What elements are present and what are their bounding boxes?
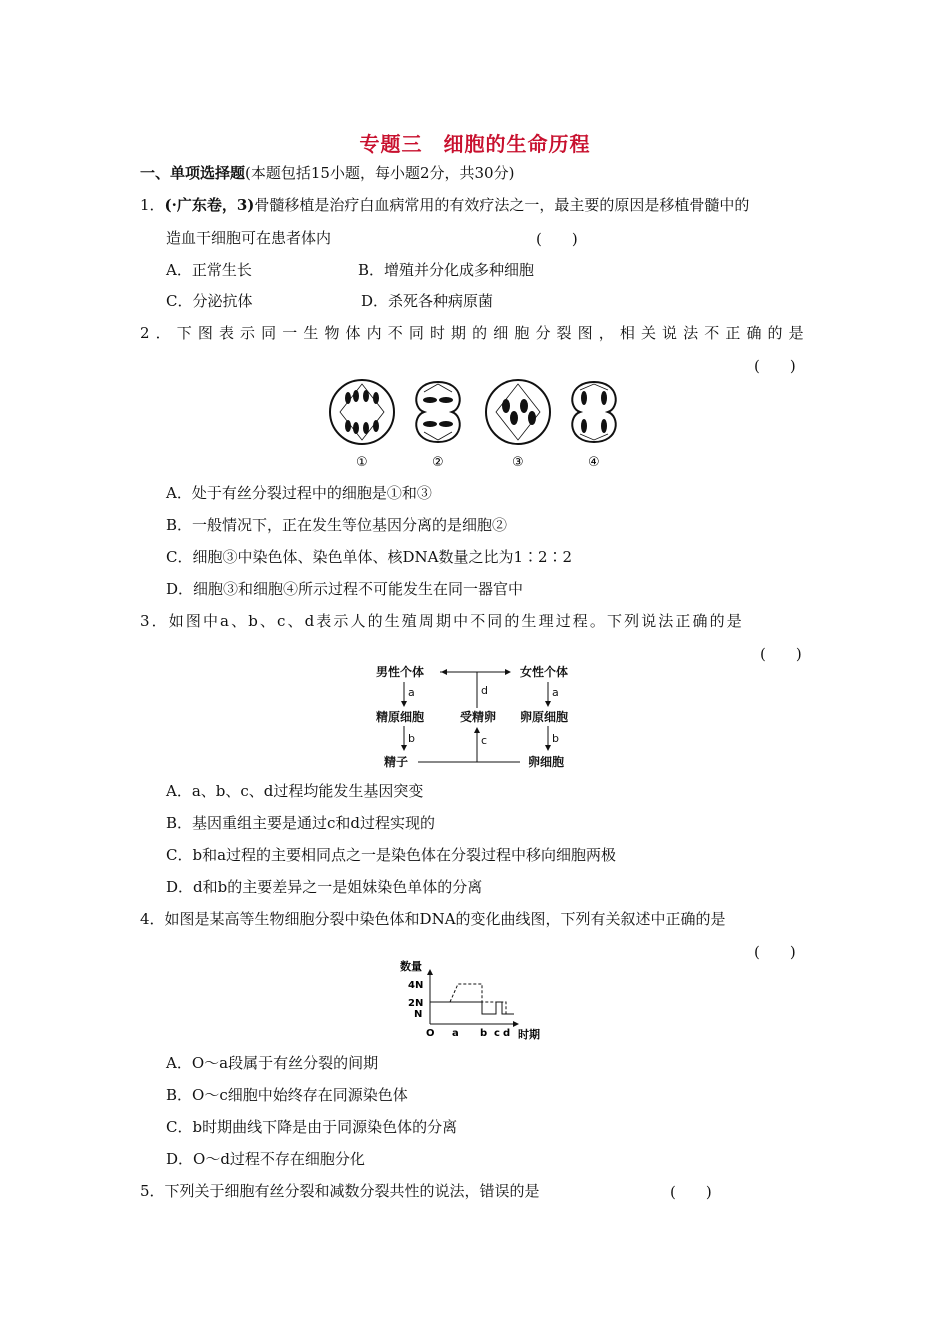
cell-4 xyxy=(572,382,615,442)
option-d[interactable]: D．细胞③和细胞④所示过程不可能发生在同一器官中 xyxy=(166,580,524,598)
option-b[interactable]: B．增殖并分化成多种细胞 xyxy=(358,261,535,279)
node-spermatogonium: 精原细胞 xyxy=(376,710,425,724)
x-tick-a: a xyxy=(452,1028,459,1039)
question-number: 2． xyxy=(140,324,177,342)
answer-blank[interactable]: ( ) xyxy=(754,357,796,375)
x-tick-b: b xyxy=(480,1028,488,1039)
node-male: 男性个体 xyxy=(376,665,425,679)
x-tick-o: O xyxy=(426,1028,435,1039)
x-tick-d: d xyxy=(503,1028,511,1039)
option-d[interactable]: D．O～d过程不存在细胞分化 xyxy=(166,1150,365,1168)
question-text: 如图中a、b、c、d表示人的生殖周期中不同的生理过程。下列说法正确的是 xyxy=(168,612,744,630)
figure-label-4: ④ xyxy=(588,455,600,470)
option-a[interactable]: A．处于有丝分裂过程中的细胞是①和③ xyxy=(166,484,432,502)
node-oogonium: 卵原细胞 xyxy=(520,710,569,724)
question-number: 5． xyxy=(140,1182,165,1200)
node-sperm: 精子 xyxy=(384,755,409,769)
question-number: 4． xyxy=(140,910,165,928)
answer-blank[interactable]: ( ) xyxy=(536,230,578,248)
question-5-stem xyxy=(140,1181,540,1201)
question-1-stem-cont: 造血干细胞可在患者体内 xyxy=(166,229,332,247)
question-text: 下图表示同一生物体内不同时期的细胞分裂图，相关说法不正确的是 xyxy=(176,324,810,342)
y-tick-2n: 2N xyxy=(408,998,424,1009)
option-b[interactable]: B．基因重组主要是通过c和d过程实现的 xyxy=(166,814,436,832)
y-tick-4n: 4N xyxy=(408,980,424,991)
label-b-right: b xyxy=(552,732,559,745)
answer-blank[interactable]: ( ) xyxy=(754,943,796,961)
option-c[interactable]: C．分泌抗体 xyxy=(166,292,253,310)
question-1-stem xyxy=(140,195,749,215)
node-egg: 卵细胞 xyxy=(528,755,565,769)
question-4-stem xyxy=(140,909,726,929)
option-c[interactable]: C．b和a过程的主要相同点之一是染色体在分裂过程中移向细胞两极 xyxy=(166,846,617,864)
chromosome-dna-chart xyxy=(396,958,556,1042)
label-c: c xyxy=(481,734,488,747)
x-axis-label: 时期 xyxy=(518,1028,540,1041)
x-tick-c: c xyxy=(494,1028,500,1039)
node-female: 女性个体 xyxy=(520,665,569,679)
question-number: 3． xyxy=(140,612,169,630)
y-axis-label: 数量 xyxy=(400,960,422,973)
question-text: 如图是某高等生物细胞分裂中染色体和DNA的变化曲线图，下列有关叙述中正确的是 xyxy=(164,910,726,928)
answer-blank[interactable]: ( ) xyxy=(670,1183,712,1201)
figure-label-3: ③ xyxy=(512,455,524,470)
cell-1 xyxy=(330,380,394,444)
series-dna-dashed xyxy=(430,984,514,1014)
figure-label-1: ① xyxy=(356,455,368,470)
reproduction-cycle-diagram xyxy=(370,660,580,772)
series-chromosome-solid xyxy=(430,1002,514,1014)
section-heading: 一、单项选择题 xyxy=(140,164,246,182)
option-b[interactable]: B．一般情况下，正在发生等位基因分离的是细胞② xyxy=(166,516,508,534)
node-zygote: 受精卵 xyxy=(460,710,497,724)
question-text: 下列关于细胞有丝分裂和减数分裂共性的说法，错误的是 xyxy=(164,1182,540,1200)
option-c[interactable]: C．b时期曲线下降是由于同源染色体的分离 xyxy=(166,1118,458,1136)
label-a-left: a xyxy=(408,686,415,699)
question-text: 骨髓移植是治疗白血病常用的有效疗法之一，最主要的原因是移植骨髓中的 xyxy=(254,196,750,214)
option-a[interactable]: A．a、b、c、d过程均能发生基因突变 xyxy=(166,782,424,800)
option-c[interactable]: C．细胞③中染色体、染色单体、核DNA数量之比为1∶2∶2 xyxy=(166,548,573,566)
question-source: (·广东卷，3) xyxy=(164,196,255,214)
y-tick-n: N xyxy=(414,1009,423,1020)
cell-2 xyxy=(416,382,459,442)
figure-label-2: ② xyxy=(432,455,444,470)
section-note: (本题包括15小题，每小题2分，共30分) xyxy=(245,164,515,182)
cell-3 xyxy=(486,380,550,444)
question-number: 1． xyxy=(140,196,165,214)
option-a[interactable]: A．O～a段属于有丝分裂的间期 xyxy=(166,1054,379,1072)
cell-division-figure xyxy=(326,378,626,473)
answer-blank[interactable]: ( ) xyxy=(760,645,802,663)
label-a-right: a xyxy=(552,686,559,699)
page-title: 专题三 细胞的生命历程 xyxy=(359,132,591,156)
option-a[interactable]: A．正常生长 xyxy=(166,261,252,279)
label-b-left: b xyxy=(408,732,415,745)
option-b[interactable]: B．O～c细胞中始终存在同源染色体 xyxy=(166,1086,408,1104)
option-d[interactable]: D．d和b的主要差异之一是姐妹染色单体的分离 xyxy=(166,878,483,896)
question-2-stem xyxy=(140,323,810,343)
section-header xyxy=(140,163,514,183)
option-d[interactable]: D．杀死各种病原菌 xyxy=(361,292,494,310)
question-3-stem xyxy=(140,611,744,631)
label-d: d xyxy=(481,684,488,697)
